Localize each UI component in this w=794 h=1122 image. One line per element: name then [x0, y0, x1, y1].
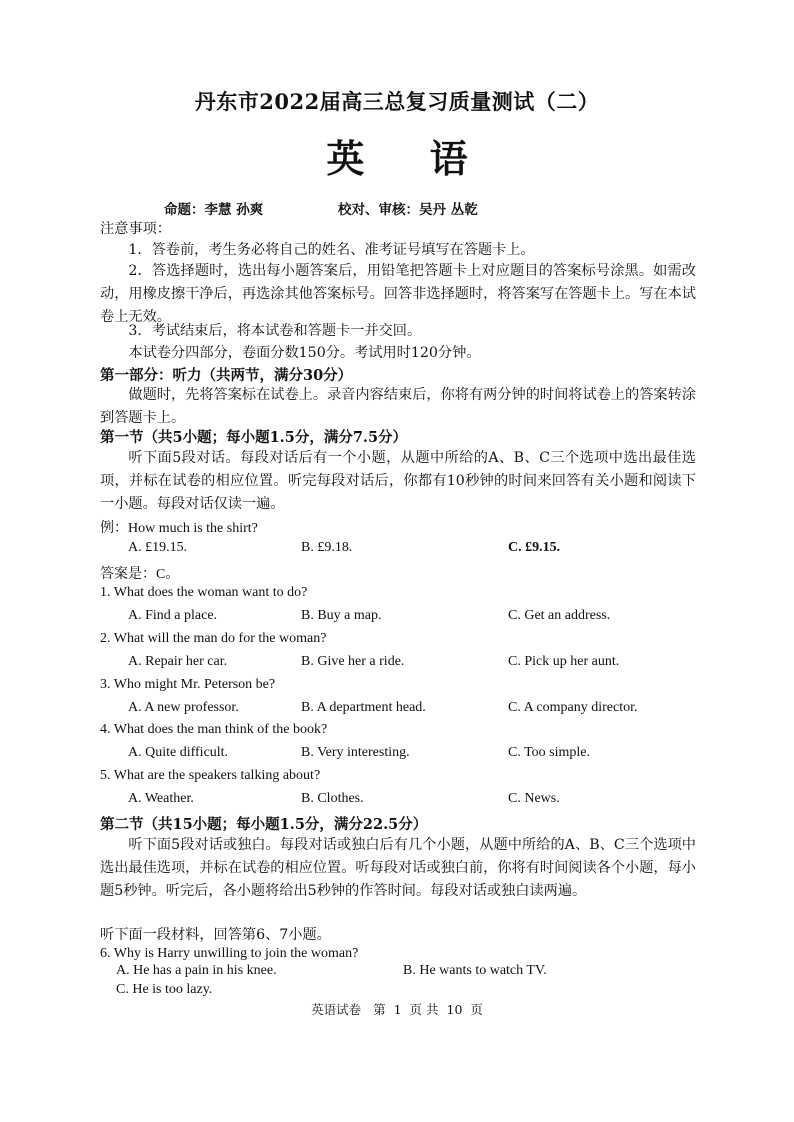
page-footer — [0, 1000, 794, 1018]
example-option-a: A. £19.15. — [128, 540, 188, 555]
q1-option-b: B. Buy a map. — [301, 608, 382, 623]
notice-item-3: 3．考试结束后，将本试卷和答题卡一并交回。 — [128, 323, 422, 339]
section1-heading: 第一节（共5小题；每小题1.5分，满分7.5分） — [100, 429, 408, 446]
authors-credit: 命题：李慧 孙爽 — [164, 202, 264, 218]
example-option-c: C. £9.15. — [508, 540, 561, 555]
q4-option-a: A. Quite difficult. — [128, 745, 229, 760]
example-option-b: B. £9.18. — [301, 540, 353, 555]
question-4: 4. What does the man think of the book? — [100, 722, 328, 737]
q3-option-b: B. A department head. — [301, 700, 426, 715]
reviewers-credit: 校对、审核：吴丹 丛乾 — [338, 202, 478, 218]
example-question: 例：How much is the shirt? — [100, 521, 258, 536]
exam-title: 丹东市2022届高三总复习质量测试（二） — [194, 89, 600, 114]
q6-option-a: A. He has a pain in his knee. — [116, 963, 277, 978]
section2-intro: 听下面5段对话或独白。每段对话或独白后有几个小题，从题中所给的A、B、C三个选项中选出最佳选项，并标在试卷的相应位置。听每段对话或独白前，你将有时间阅读各个小题，每小题5秒钟。听完后，各小题将给出5秒钟的作答时间。每段对话或独白读两遍。 — [100, 837, 696, 899]
notice-item-2: 2．答选择题时，选出每小题答案后，用铅笔把答题卡上对应题目的答案标号涂黑。如需改动，用橡皮擦干净后，再选涂其他答案标号。回答非选择题时，将答案写在答题卡上。写在本试卷上无效。 — [100, 263, 696, 325]
footer-page-number: 1 — [393, 1002, 402, 1017]
footer-page-suffix: 页 — [470, 1002, 483, 1017]
q3-option-a: A. A new professor. — [128, 700, 239, 715]
q2-option-a: A. Repair her car. — [128, 654, 228, 669]
material-instruction: 听下面一段材料，回答第6、7小题。 — [100, 927, 331, 943]
subject-title: 英 语 — [326, 136, 494, 181]
q5-option-a: A. Weather. — [128, 791, 194, 806]
footer-page-mid: 页 共 — [409, 1002, 439, 1017]
part1-heading: 第一部分：听力（共两节，满分30分） — [100, 367, 353, 384]
question-2: 2. What will the man do for the woman? — [100, 631, 327, 646]
footer-subject: 英语试卷 — [311, 1002, 362, 1017]
q3-option-c: C. A company director. — [508, 700, 638, 715]
q1-option-c: C. Get an address. — [508, 608, 611, 623]
q6-option-c: C. He is too lazy. — [116, 982, 213, 997]
q4-option-b: B. Very interesting. — [301, 745, 410, 760]
section1-intro: 听下面5段对话。每段对话后有一个小题，从题中所给的A、B、C三个选项中选出最佳选项，并标在试卷的相应位置。听完每段对话后，你都有10秒钟的时间来回答有关小题和阅读下一小题。每段对话仅读一遍。 — [100, 450, 696, 512]
q6-option-b: B. He wants to watch TV. — [403, 963, 547, 978]
footer-page-prefix: 第 — [373, 1002, 386, 1017]
notice-item-4: 本试卷分四部分，卷面分数150分。考试用时120分钟。 — [128, 345, 481, 361]
q2-option-c: C. Pick up her aunt. — [508, 654, 620, 669]
footer-total-pages: 10 — [446, 1002, 463, 1017]
question-3: 3. Who might Mr. Peterson be? — [100, 677, 276, 692]
part1-intro: 做题时，先将答案标在试卷上。录音内容结束后，你将有两分钟的时间将试卷上的答案转涂到答题卡上。 — [100, 387, 696, 426]
q4-option-c: C. Too simple. — [508, 745, 590, 760]
question-6: 6. Why is Harry unwilling to join the woman? — [100, 946, 359, 961]
example-answer: 答案是：C。 — [100, 567, 180, 582]
notice-heading: 注意事项： — [100, 221, 171, 237]
section2-heading: 第二节（共15小题；每小题1.5分，满分22.5分） — [100, 816, 428, 833]
q1-option-a: A. Find a place. — [128, 608, 218, 623]
question-5: 5. What are the speakers talking about? — [100, 768, 321, 783]
question-1: 1. What does the woman want to do? — [100, 585, 308, 600]
q2-option-b: B. Give her a ride. — [301, 654, 405, 669]
q5-option-b: B. Clothes. — [301, 791, 364, 806]
q5-option-c: C. News. — [508, 791, 560, 806]
notice-item-1: 1．答卷前，考生务必将自己的姓名、准考证号填写在答题卡上。 — [128, 242, 535, 258]
